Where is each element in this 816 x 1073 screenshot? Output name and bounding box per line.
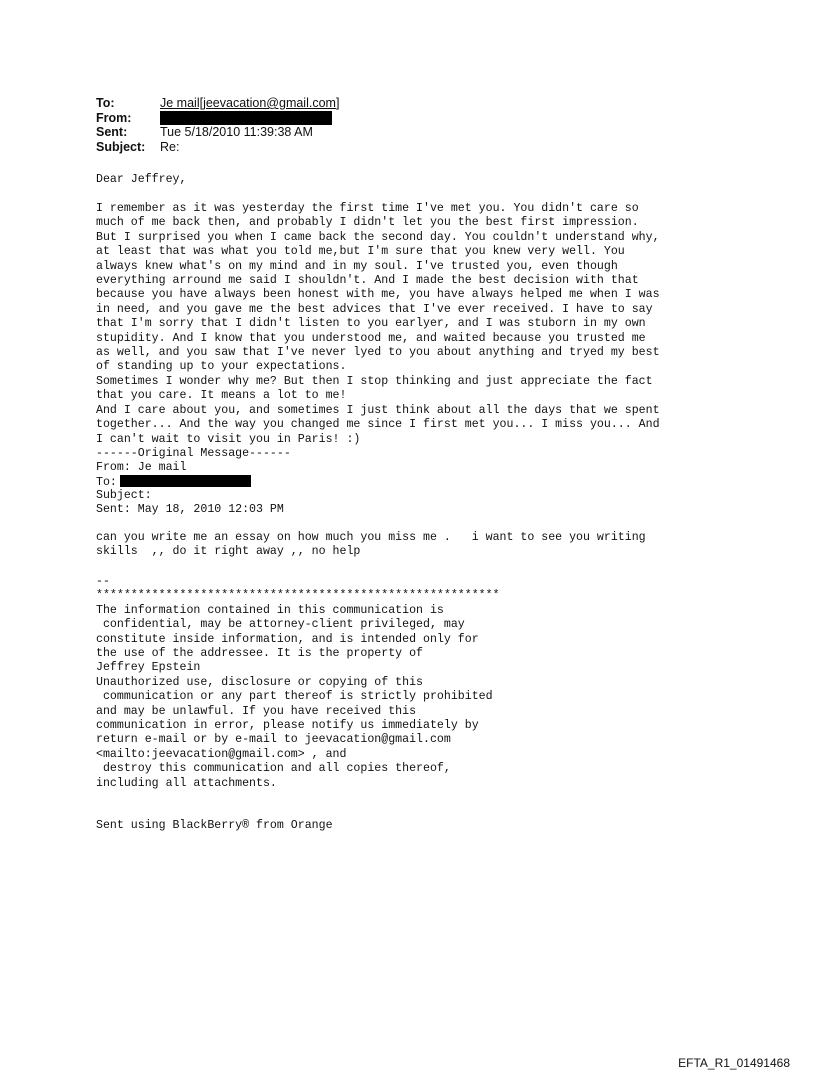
to-redaction — [120, 475, 251, 487]
document-id: EFTA_R1_01491468 — [678, 1056, 790, 1070]
subject-value: Re: — [160, 139, 180, 154]
original-message: can you write me an essay on how much you miss me . i want to see you writing skills ,, do it right away ,, no help — [96, 531, 646, 559]
to-label: To: — [96, 96, 115, 110]
message-body: I remember as it was yesterday the first time I've met you. You didn't care so much of me back then, and probably I didn't let you the best first impression. But I surprised you when I came back the second day. You couldn't understand why, at least that was what you told me,but I'm sure that you knew very well. You always knew what's on my mind and in my soul. I've trusted you, even though everything arround me said I shouldn't. And I made the best decision with that because you have always been honest with me, you have always helped me when I was in need, and you gave me the best advices that I've ever received. I have to say that I'm sorry that I didn't listen to you earlyer, and I was stuborn in my own stupidity. And I know that you understood me, and waited because you trusted me as well, and you saw that I've never lyed to you about anything and tryed my best of standing up to your expectations. Sometimes I wonder why me? But then I stop thinking and just appreciate the fact that you care. It means a lot to me! And I care about you, and sometimes I just think about all the days that we spent together... And the way you changed me since I first met you... I miss you... And I can't wait to visit you in Paris! :) ------Original Message------ From: Je mail — [96, 202, 660, 475]
from-label: From: — [96, 110, 132, 125]
signature: Sent using BlackBerry® from Orange — [96, 819, 333, 832]
sent-label: Sent: — [96, 125, 128, 139]
header-to-row — [96, 96, 339, 111]
greeting: Dear Jeffrey, — [96, 173, 187, 186]
header-sent-row — [96, 125, 339, 140]
original-subject-sent: Subject: Sent: May 18, 2010 12:03 PM — [96, 489, 284, 517]
sent-value: Tue 5/18/2010 11:39:38 AM — [160, 125, 313, 139]
subject-label: Subject: — [96, 139, 146, 154]
disclaimer: -- ********************************************************** The information contained in this communication is confidential, may be attorney-client privileged, may constitute inside information, and is intended only for the use of the addressee. It is the property of Jeffrey Epstein Unauthorized use, disclosure or copying of this communication or any part thereof is strictly prohibited and may be unlawful. If you have received this communication in error, please notify us immediately by return e-mail or by e-mail to jeevacation@gmail.com <mailto:jeevacation@gmail.com> , and destroy this communication and all copies thereof, including all attachments. — [96, 575, 500, 790]
original-to-label: To: — [96, 476, 117, 489]
header-from-row — [96, 111, 339, 126]
email-header — [96, 96, 339, 154]
from-redaction — [160, 111, 332, 125]
header-subject-row — [96, 140, 339, 155]
to-value: Je mail[jeevacation@gmail.com] — [160, 96, 340, 110]
